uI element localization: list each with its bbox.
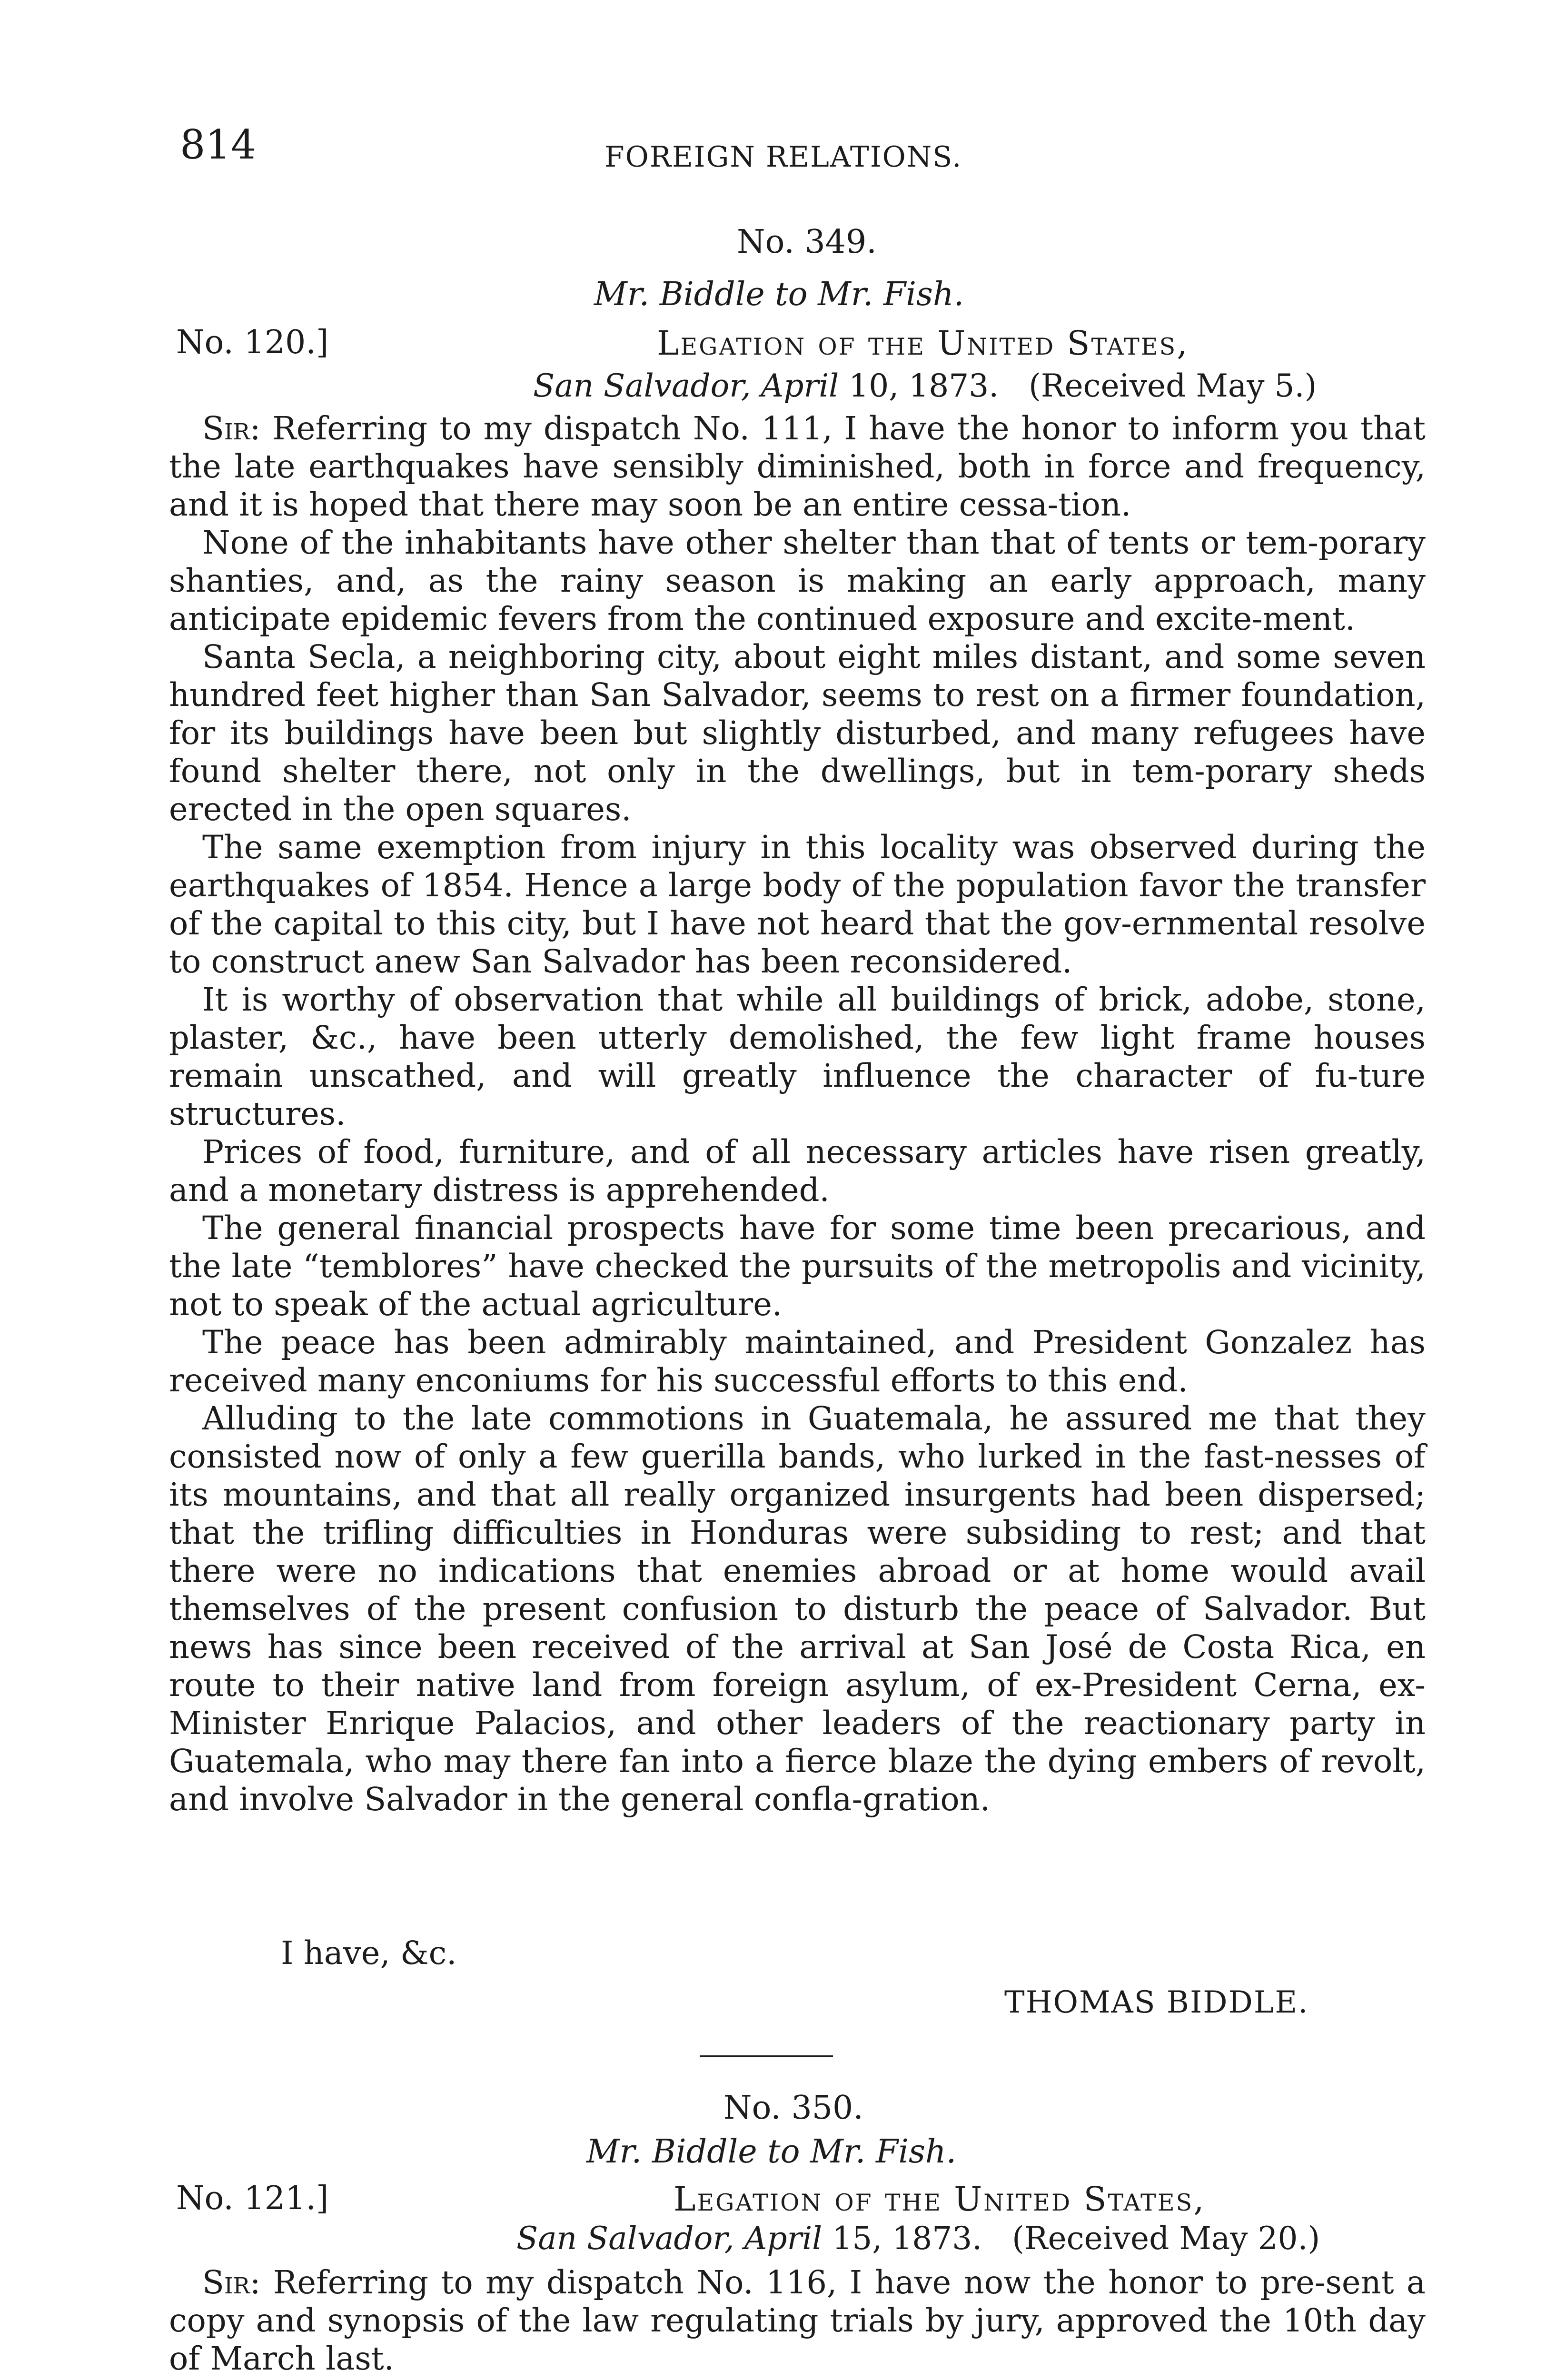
doc1-paragraph: None of the inhabitants have other shelter than that of tents or tem-porary shanties, and, as the rainy season is making an early approach, many anticipate epidemic fevers from the continued exposure and excite-ment.	[169, 524, 1426, 637]
doc2-title: Mr. Biddle to Mr. Fish.	[586, 2133, 957, 2171]
doc1-paragraph: It is worthy of observation that while all buildings of brick, adobe, stone, plaster, &c., have been utterly demolished, the few light frame houses remain unscathed, and will greatly influence the character of fu-ture structures.	[169, 981, 1426, 1132]
doc1-paragraph: Alluding to the late commotions in Guatemala, he assured me that they consisted now of only a few guerilla bands, who lurked in the fast-nesses of its mountains, and that all really organized insurgents had been dispersed; that the trifling difficulties in Honduras were subsiding to rest; and that there were no indications that enemies abroad or at home would avail themselves of the present confusion to disturb the peace of Salvador. But news has since been received of the arrival at San José de Costa Rica, en route to their native land from foreign asylum, of ex-President Cerna, ex-Minister Enrique Palacios, and other leaders of the reactionary party in Guatemala, who may there fan into a fierce blaze the dying embers of revolt, and involve Salvador in the general confla-gration.	[169, 1400, 1426, 1818]
doc1-paragraph: The general financial prospects have for some time been precarious, and the late “temblores” have checked the pursuits of the metropolis and vicinity, not to speak of the actual agriculture.	[169, 1210, 1426, 1323]
doc2-legation: Legation of the United States,	[674, 2180, 1206, 2219]
doc2-place-date	[516, 2220, 1320, 2257]
doc1-month: April	[761, 367, 839, 404]
doc1-signature: THOMAS BIDDLE.	[1004, 1985, 1309, 2020]
section-divider	[700, 2055, 833, 2057]
doc1-legation: Legation of the United States,	[657, 324, 1189, 363]
doc1-place-date	[533, 367, 1317, 404]
doc1-body	[169, 409, 1426, 1818]
doc2-place: San Salvador,	[516, 2220, 734, 2257]
page-number: 814	[180, 121, 257, 168]
doc2-body	[169, 2263, 1426, 2378]
doc1-paragraph: The peace has been admirably maintained, and President Gonzalez has received many enconiums for his successful efforts to this end.	[169, 1324, 1426, 1399]
doc1-closing: I have, &c.	[281, 1934, 457, 1972]
running-head: FOREIGN RELATIONS.	[605, 140, 962, 174]
doc2-month: April	[744, 2220, 823, 2257]
doc2-number: No. 350.	[723, 2089, 863, 2127]
doc2-salutation: Sir:	[202, 2264, 261, 2301]
doc1-paragraph: Sir: Referring to my dispatch No. 111, I have the honor to inform you that the late earthquakes have sensibly diminished, both in force and frequency, and it is hoped that there may soon be an entire cessa-tion.	[169, 410, 1426, 523]
doc1-paragraph: The same exemption from injury in this locality was observed during the earthquakes of 1854. Hence a large body of the population favor the transfer of the capital to this city, but I have not heard that the gov-ernmental resolve to construct anew San Salvador has been reconsidered.	[169, 829, 1426, 980]
doc2-received: (Received May 20.)	[1012, 2220, 1320, 2257]
doc1-salutation: Sir:	[202, 410, 261, 447]
doc1-paragraph: Santa Secla, a neighboring city, about eight miles distant, and some seven hundred feet higher than San Salvador, seems to rest on a firmer foundation, for its buildings have been but slightly disturbed, and many refugees have found shelter there, not only in the dwellings, but in tem-porary sheds erected in the open squares.	[169, 638, 1426, 828]
doc2-day-year: 15, 1873.	[832, 2220, 982, 2257]
doc2-dispatch-number: No. 121.]	[176, 2180, 329, 2217]
doc2-paragraph: Sir: Referring to my dispatch No. 116, I have now the honor to pre-sent a copy and synopsis of the law regulating trials by jury, approved the 10th day of March last.	[169, 2264, 1426, 2377]
doc1-title: Mr. Biddle to Mr. Fish.	[594, 276, 964, 313]
doc1-number: No. 349.	[737, 223, 877, 261]
doc1-place: San Salvador,	[533, 367, 751, 404]
doc1-received: (Received May 5.)	[1029, 367, 1317, 404]
doc1-paragraph: Prices of food, furniture, and of all necessary articles have risen greatly, and a monetary distress is apprehended.	[169, 1133, 1426, 1209]
doc1-dispatch-number: No. 120.]	[176, 324, 329, 361]
doc1-day-year: 10, 1873.	[849, 367, 999, 404]
